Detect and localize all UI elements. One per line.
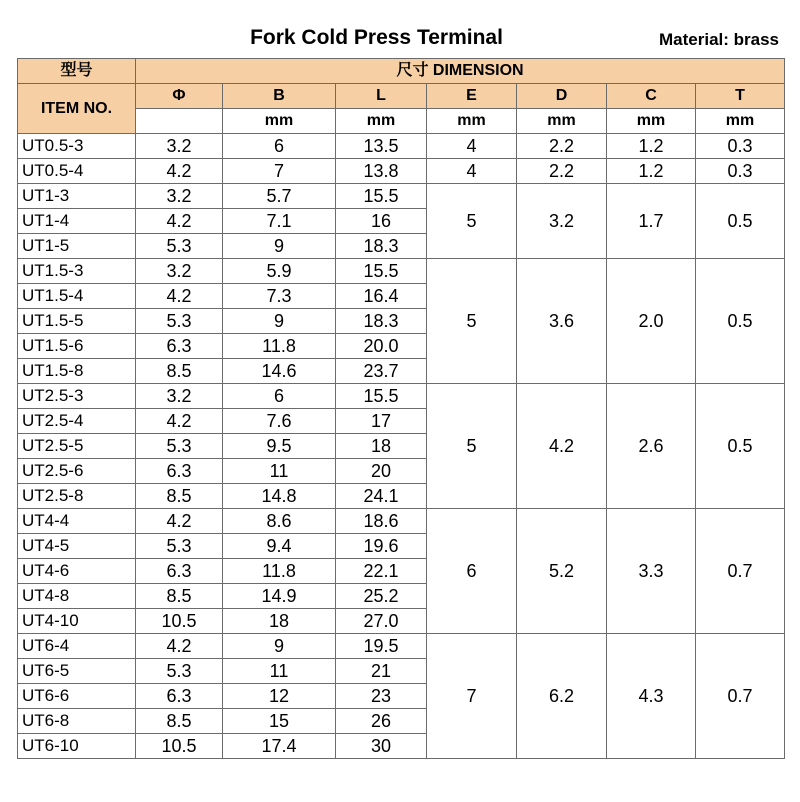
c-cell: 1.2 bbox=[607, 159, 696, 184]
l-cell: 21 bbox=[336, 659, 427, 684]
b-cell: 15 bbox=[223, 709, 336, 734]
item-no-cell: UT1-5 bbox=[18, 234, 136, 259]
col-header-phi: Φ bbox=[136, 84, 223, 109]
b-cell: 11.8 bbox=[223, 559, 336, 584]
l-cell: 19.5 bbox=[336, 634, 427, 659]
item-no-cell: UT2.5-6 bbox=[18, 459, 136, 484]
c-cell: 2.6 bbox=[607, 384, 696, 509]
l-cell: 22.1 bbox=[336, 559, 427, 584]
table-row bbox=[18, 184, 785, 209]
c-cell: 4.3 bbox=[607, 634, 696, 759]
item-no-cell: UT1.5-4 bbox=[18, 284, 136, 309]
phi-cell: 6.3 bbox=[136, 559, 223, 584]
e-cell: 5 bbox=[427, 384, 517, 509]
dimension-table bbox=[17, 58, 785, 759]
col-header-t: T bbox=[696, 84, 785, 109]
phi-cell: 8.5 bbox=[136, 584, 223, 609]
item-no-cell: UT4-5 bbox=[18, 534, 136, 559]
b-cell: 11 bbox=[223, 459, 336, 484]
b-cell: 9.5 bbox=[223, 434, 336, 459]
l-cell: 13.8 bbox=[336, 159, 427, 184]
b-cell: 11 bbox=[223, 659, 336, 684]
b-cell: 9 bbox=[223, 234, 336, 259]
header-row-2 bbox=[18, 84, 785, 109]
l-cell: 17 bbox=[336, 409, 427, 434]
item-no-cell: UT4-10 bbox=[18, 609, 136, 634]
l-cell: 13.5 bbox=[336, 134, 427, 159]
l-cell: 16 bbox=[336, 209, 427, 234]
table-row bbox=[18, 134, 785, 159]
item-no-cell: UT2.5-8 bbox=[18, 484, 136, 509]
l-cell: 18 bbox=[336, 434, 427, 459]
phi-cell: 4.2 bbox=[136, 284, 223, 309]
b-cell: 9 bbox=[223, 309, 336, 334]
item-no-cell: UT6-6 bbox=[18, 684, 136, 709]
phi-cell: 5.3 bbox=[136, 434, 223, 459]
item-no-cell: UT2.5-3 bbox=[18, 384, 136, 409]
phi-cell: 6.3 bbox=[136, 459, 223, 484]
unit-t: mm bbox=[696, 109, 785, 134]
model-cn-header: 型号 bbox=[18, 59, 136, 84]
item-no-cell: UT0.5-4 bbox=[18, 159, 136, 184]
phi-cell: 8.5 bbox=[136, 484, 223, 509]
b-cell: 6 bbox=[223, 134, 336, 159]
l-cell: 26 bbox=[336, 709, 427, 734]
l-cell: 30 bbox=[336, 734, 427, 759]
item-no-cell: UT1-4 bbox=[18, 209, 136, 234]
c-cell: 1.2 bbox=[607, 134, 696, 159]
phi-cell: 5.3 bbox=[136, 234, 223, 259]
table-row bbox=[18, 259, 785, 284]
l-cell: 15.5 bbox=[336, 384, 427, 409]
c-cell: 3.3 bbox=[607, 509, 696, 634]
b-cell: 14.8 bbox=[223, 484, 336, 509]
b-cell: 6 bbox=[223, 384, 336, 409]
item-no-cell: UT2.5-5 bbox=[18, 434, 136, 459]
phi-cell: 4.2 bbox=[136, 209, 223, 234]
t-cell: 0.5 bbox=[696, 384, 785, 509]
d-cell: 6.2 bbox=[517, 634, 607, 759]
b-cell: 8.6 bbox=[223, 509, 336, 534]
l-cell: 24.1 bbox=[336, 484, 427, 509]
table-row bbox=[18, 509, 785, 534]
page-title: Fork Cold Press Terminal bbox=[250, 26, 503, 49]
col-header-l: L bbox=[336, 84, 427, 109]
e-cell: 5 bbox=[427, 259, 517, 384]
item-no-cell: UT4-8 bbox=[18, 584, 136, 609]
b-cell: 9 bbox=[223, 634, 336, 659]
table-row bbox=[18, 384, 785, 409]
item-no-cell: UT0.5-3 bbox=[18, 134, 136, 159]
item-no-cell: UT4-6 bbox=[18, 559, 136, 584]
phi-cell: 8.5 bbox=[136, 709, 223, 734]
unit-c: mm bbox=[607, 109, 696, 134]
c-cell: 1.7 bbox=[607, 184, 696, 259]
t-cell: 0.7 bbox=[696, 509, 785, 634]
c-cell: 2.0 bbox=[607, 259, 696, 384]
e-cell: 7 bbox=[427, 634, 517, 759]
l-cell: 15.5 bbox=[336, 259, 427, 284]
phi-cell: 4.2 bbox=[136, 634, 223, 659]
table-row bbox=[18, 634, 785, 659]
e-cell: 4 bbox=[427, 159, 517, 184]
d-cell: 2.2 bbox=[517, 134, 607, 159]
item-no-cell: UT6-5 bbox=[18, 659, 136, 684]
b-cell: 7.3 bbox=[223, 284, 336, 309]
item-no-cell: UT1.5-5 bbox=[18, 309, 136, 334]
material-label: Material: brass bbox=[659, 30, 779, 49]
phi-cell: 6.3 bbox=[136, 334, 223, 359]
phi-cell: 10.5 bbox=[136, 734, 223, 759]
e-cell: 6 bbox=[427, 509, 517, 634]
b-cell: 9.4 bbox=[223, 534, 336, 559]
item-no-cell: UT6-8 bbox=[18, 709, 136, 734]
dimension-header: 尺寸 DIMENSION bbox=[136, 59, 785, 84]
item-no-header: ITEM NO. bbox=[18, 84, 136, 134]
phi-cell: 5.3 bbox=[136, 659, 223, 684]
b-cell: 14.9 bbox=[223, 584, 336, 609]
l-cell: 20 bbox=[336, 459, 427, 484]
l-cell: 18.6 bbox=[336, 509, 427, 534]
col-header-c: C bbox=[607, 84, 696, 109]
item-no-cell: UT4-4 bbox=[18, 509, 136, 534]
phi-cell: 5.3 bbox=[136, 534, 223, 559]
phi-cell: 8.5 bbox=[136, 359, 223, 384]
col-header-b: B bbox=[223, 84, 336, 109]
phi-cell: 3.2 bbox=[136, 259, 223, 284]
t-cell: 0.5 bbox=[696, 184, 785, 259]
table-row bbox=[18, 159, 785, 184]
d-cell: 3.6 bbox=[517, 259, 607, 384]
l-cell: 25.2 bbox=[336, 584, 427, 609]
d-cell: 5.2 bbox=[517, 509, 607, 634]
item-no-cell: UT6-10 bbox=[18, 734, 136, 759]
item-no-cell: UT6-4 bbox=[18, 634, 136, 659]
phi-cell: 6.3 bbox=[136, 684, 223, 709]
d-cell: 4.2 bbox=[517, 384, 607, 509]
l-cell: 19.6 bbox=[336, 534, 427, 559]
b-cell: 11.8 bbox=[223, 334, 336, 359]
item-no-cell: UT1-3 bbox=[18, 184, 136, 209]
t-cell: 0.3 bbox=[696, 159, 785, 184]
t-cell: 0.5 bbox=[696, 259, 785, 384]
unit-l: mm bbox=[336, 109, 427, 134]
b-cell: 5.7 bbox=[223, 184, 336, 209]
phi-cell: 4.2 bbox=[136, 159, 223, 184]
d-cell: 3.2 bbox=[517, 184, 607, 259]
b-cell: 14.6 bbox=[223, 359, 336, 384]
l-cell: 23.7 bbox=[336, 359, 427, 384]
l-cell: 27.0 bbox=[336, 609, 427, 634]
d-cell: 2.2 bbox=[517, 159, 607, 184]
header-row-1 bbox=[18, 59, 785, 84]
t-cell: 0.3 bbox=[696, 134, 785, 159]
b-cell: 7.1 bbox=[223, 209, 336, 234]
l-cell: 23 bbox=[336, 684, 427, 709]
unit-phi bbox=[136, 109, 223, 134]
phi-cell: 4.2 bbox=[136, 509, 223, 534]
phi-cell: 3.2 bbox=[136, 134, 223, 159]
e-cell: 4 bbox=[427, 134, 517, 159]
t-cell: 0.7 bbox=[696, 634, 785, 759]
phi-cell: 4.2 bbox=[136, 409, 223, 434]
unit-d: mm bbox=[517, 109, 607, 134]
item-no-cell: UT1.5-6 bbox=[18, 334, 136, 359]
l-cell: 15.5 bbox=[336, 184, 427, 209]
b-cell: 12 bbox=[223, 684, 336, 709]
unit-e: mm bbox=[427, 109, 517, 134]
b-cell: 17.4 bbox=[223, 734, 336, 759]
b-cell: 7.6 bbox=[223, 409, 336, 434]
e-cell: 5 bbox=[427, 184, 517, 259]
b-cell: 7 bbox=[223, 159, 336, 184]
phi-cell: 3.2 bbox=[136, 184, 223, 209]
col-header-e: E bbox=[427, 84, 517, 109]
l-cell: 16.4 bbox=[336, 284, 427, 309]
unit-b: mm bbox=[223, 109, 336, 134]
col-header-d: D bbox=[517, 84, 607, 109]
phi-cell: 10.5 bbox=[136, 609, 223, 634]
b-cell: 18 bbox=[223, 609, 336, 634]
phi-cell: 5.3 bbox=[136, 309, 223, 334]
l-cell: 18.3 bbox=[336, 309, 427, 334]
l-cell: 18.3 bbox=[336, 234, 427, 259]
l-cell: 20.0 bbox=[336, 334, 427, 359]
phi-cell: 3.2 bbox=[136, 384, 223, 409]
item-no-cell: UT1.5-3 bbox=[18, 259, 136, 284]
b-cell: 5.9 bbox=[223, 259, 336, 284]
item-no-cell: UT2.5-4 bbox=[18, 409, 136, 434]
item-no-cell: UT1.5-8 bbox=[18, 359, 136, 384]
